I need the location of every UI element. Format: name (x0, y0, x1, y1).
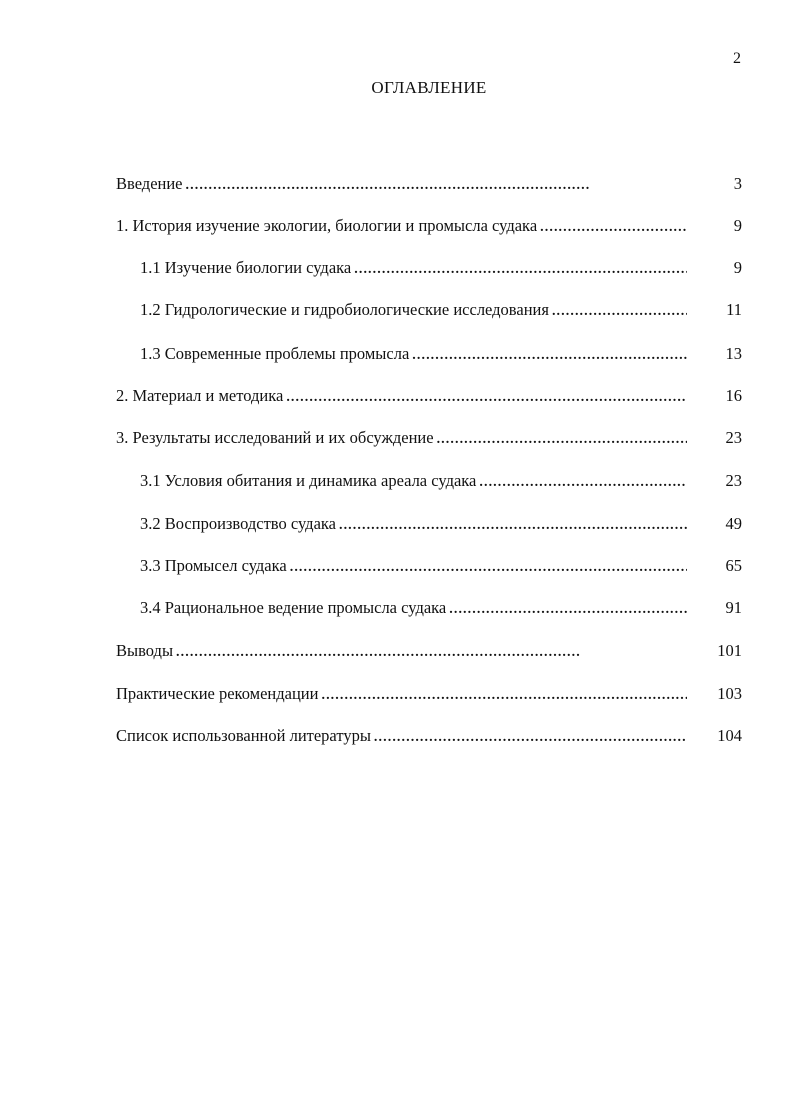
toc-entry (116, 174, 742, 198)
toc-entry (140, 514, 742, 538)
dot-leader (540, 220, 687, 236)
toc-entry (116, 428, 742, 452)
toc-entry (116, 726, 742, 750)
toc-entry-page: 13 (725, 344, 742, 363)
toc-entry (116, 641, 742, 665)
toc-entry-page: 16 (725, 386, 742, 405)
toc-entry-page: 104 (717, 726, 742, 745)
toc-entry-page: 23 (725, 428, 742, 447)
toc-entry-text: 3.1 Условия обитания и динамика ареала судака (140, 471, 477, 490)
toc-entry-text: 1. История изучение экологии, биологии и промысла судака (116, 216, 538, 235)
toc-entry-page: 9 (733, 216, 742, 235)
toc-entry-text: 1.3 Современные проблемы промысла (140, 344, 410, 363)
toc-entry (140, 344, 742, 368)
dot-leader (412, 348, 687, 364)
dot-leader (186, 178, 687, 194)
toc-entry (116, 386, 742, 410)
dot-leader (449, 602, 687, 618)
dot-leader (339, 518, 687, 534)
toc-entry (116, 216, 742, 240)
toc-entry (116, 684, 742, 708)
toc-entry (140, 598, 742, 622)
dot-leader (290, 560, 687, 576)
toc-entry-page: 65 (725, 556, 742, 575)
toc-entry (140, 258, 742, 282)
toc-entry-page: 91 (725, 598, 742, 617)
dot-leader (437, 432, 687, 448)
toc-entry-text: 1.2 Гидрологические и гидробиологические исследования (140, 300, 549, 319)
toc-entry (140, 471, 742, 495)
toc-entry-page: 103 (717, 684, 742, 703)
toc-entry-text: 3.2 Воспроизводство судака (140, 514, 336, 533)
toc-entry-text: Практические рекомендации (116, 684, 319, 703)
page-title: ОГЛАВЛЕНИЕ (371, 78, 487, 97)
toc-entry-text: Список использованной литературы (116, 726, 371, 745)
toc-entry-text: 3. Результаты исследований и их обсуждение (116, 428, 434, 447)
toc-entry-text: 3.4 Рациональное ведение промысла судака (140, 598, 447, 617)
toc-entry (140, 300, 742, 324)
dot-leader (374, 730, 687, 746)
toc-entry-page: 11 (726, 300, 742, 319)
toc-entry-page: 49 (725, 514, 742, 533)
toc-entry-page: 3 (733, 174, 742, 193)
toc-entry-page: 101 (717, 641, 742, 660)
toc-entry-text: Введение (116, 174, 183, 193)
dot-leader (286, 390, 687, 406)
dot-leader (321, 688, 687, 704)
toc-entry-text: 1.1 Изучение биологии судака (140, 258, 352, 277)
dot-leader (354, 262, 687, 278)
toc-entry-page: 23 (725, 471, 742, 490)
toc-entry-text: 2. Материал и методика (116, 386, 284, 405)
dot-leader (479, 475, 687, 491)
dot-leader (176, 645, 687, 661)
toc-entry-text: 3.3 Промысел судака (140, 556, 287, 575)
dot-leader (552, 304, 687, 320)
toc-entry-page: 9 (733, 258, 742, 277)
page-number: 2 (733, 50, 741, 67)
toc-entry (140, 556, 742, 580)
toc-entry-text: Выводы (116, 641, 174, 660)
